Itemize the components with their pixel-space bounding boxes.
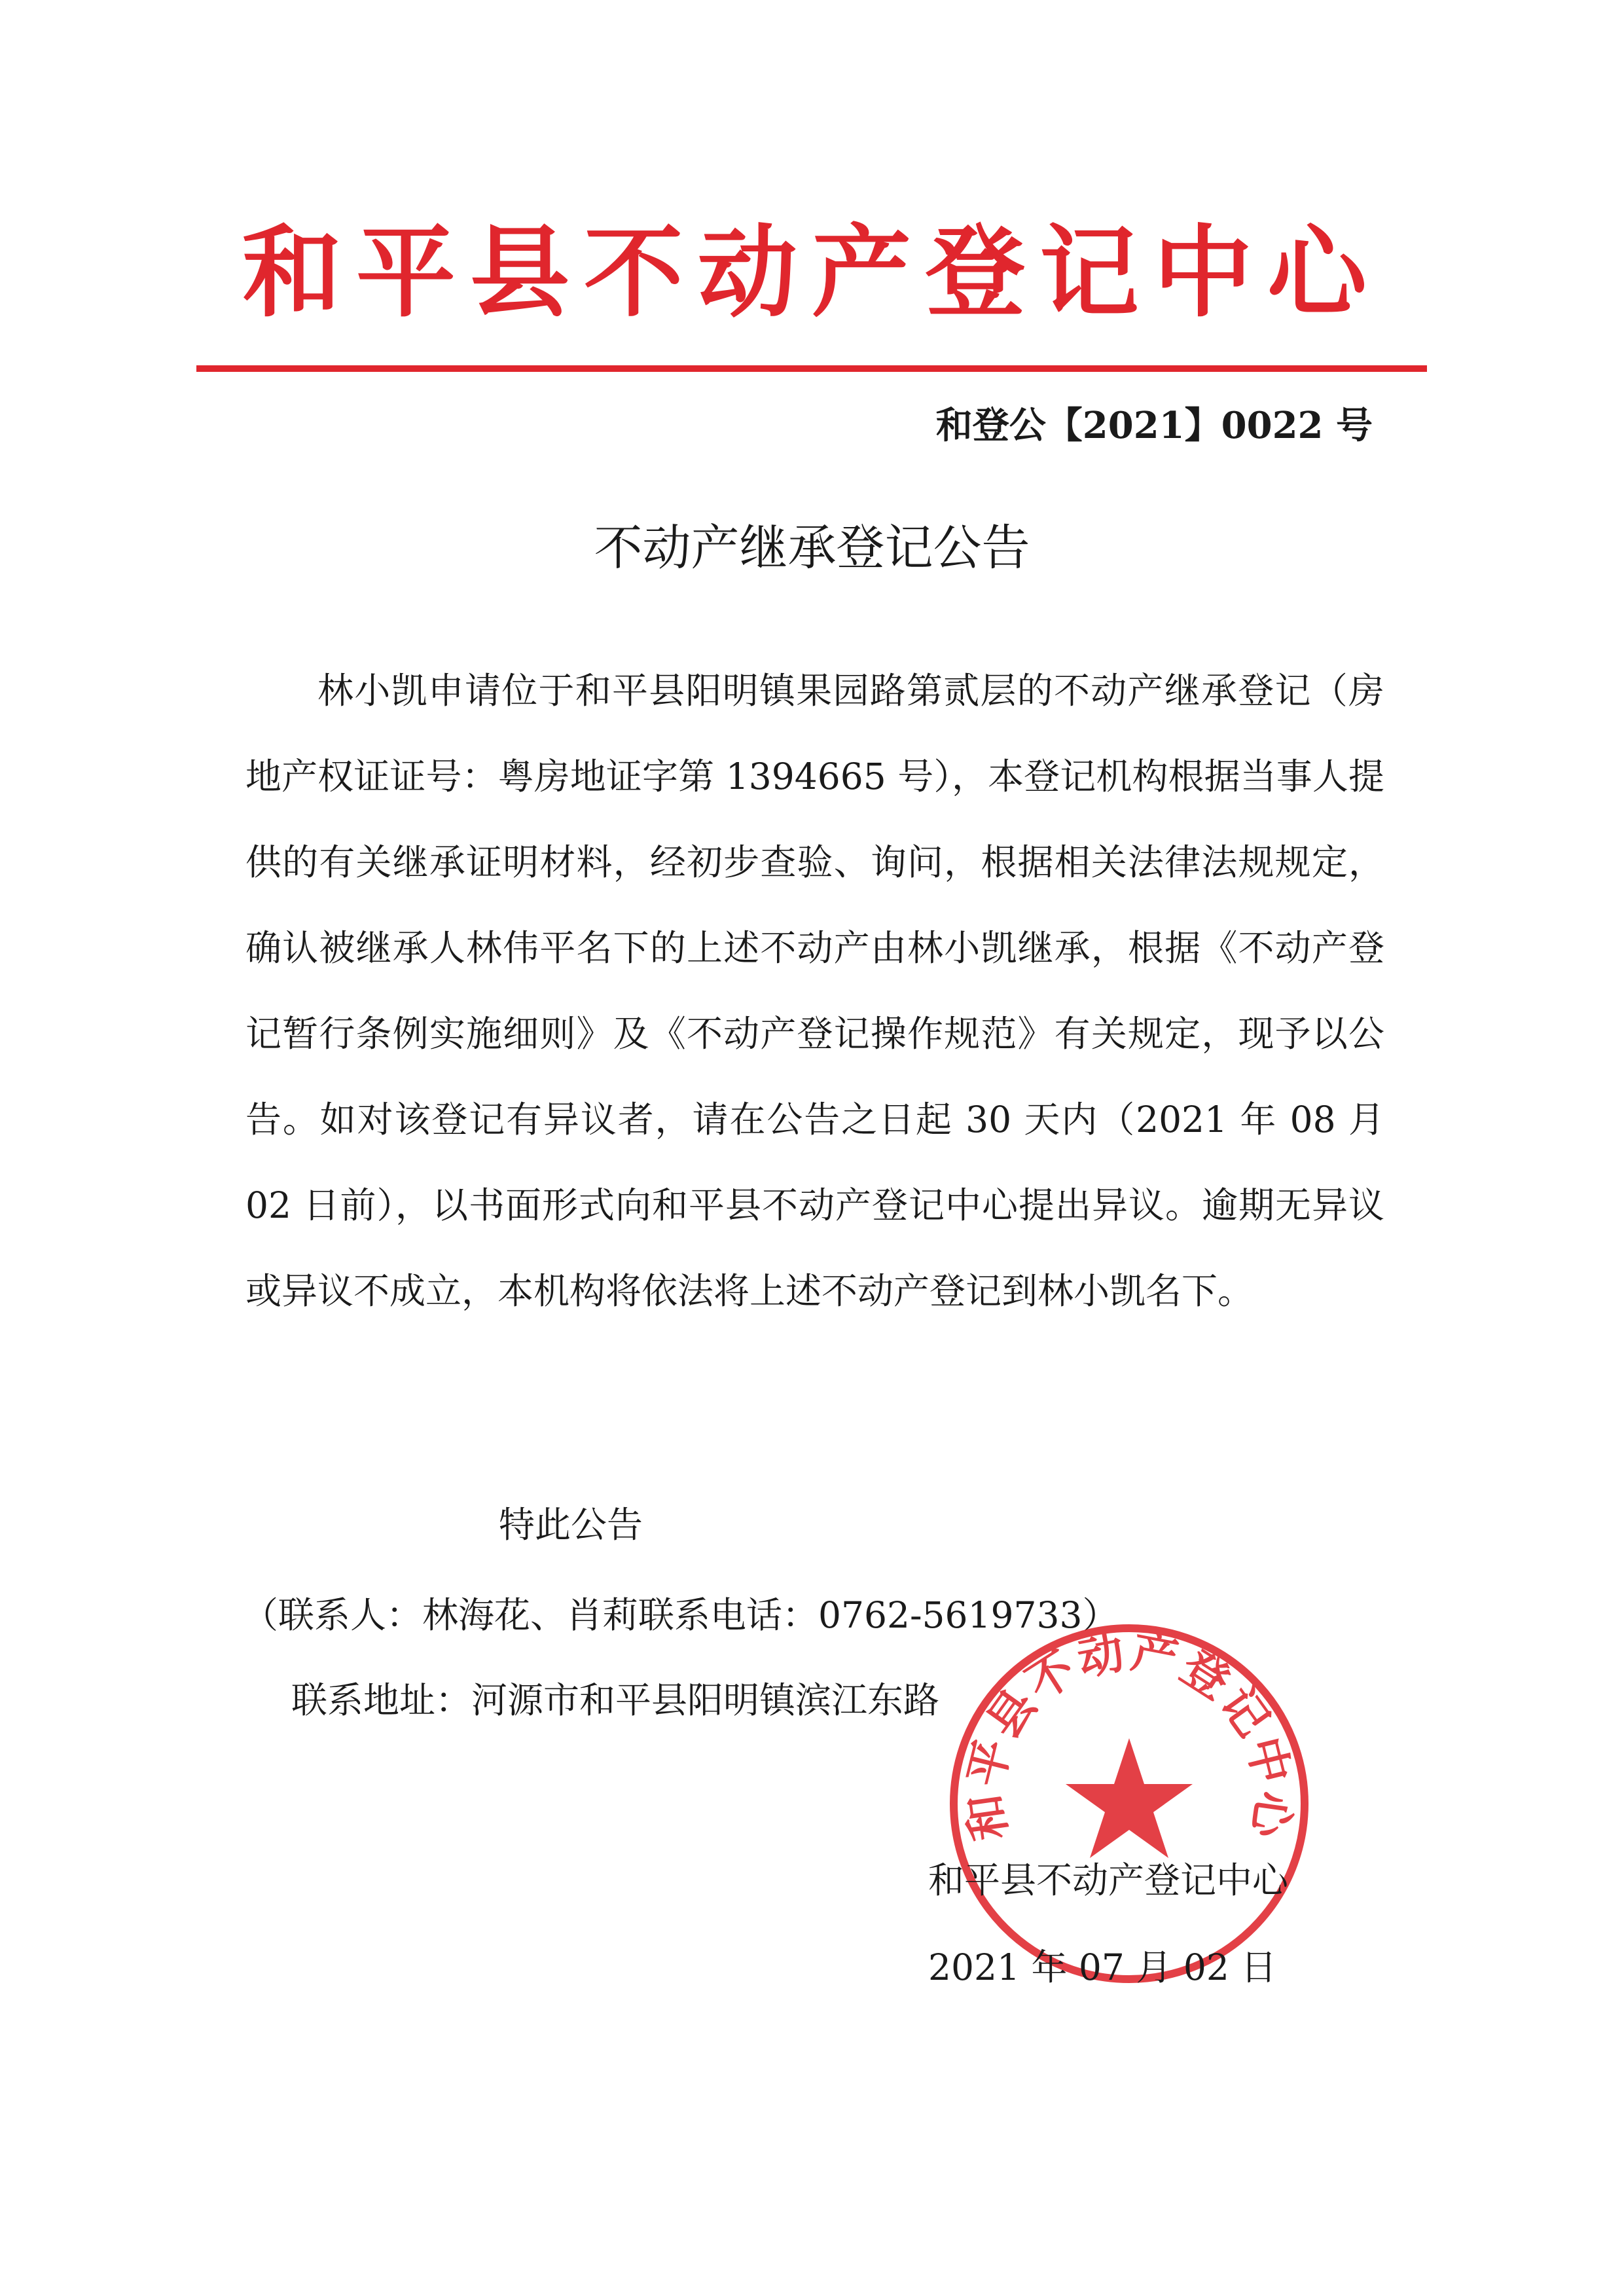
signature-date: 2021 年 07 月 02 日 — [928, 1946, 1277, 1988]
contact-person-line: （联系人：林海花、肖莉联系电话：0762-5619733） — [242, 1594, 1119, 1636]
letterhead-title: 和平县不动产登记中心 — [242, 213, 1381, 331]
document-title: 不动产继承登记公告 — [594, 520, 1030, 576]
seal-star-icon — [1066, 1738, 1193, 1858]
announcement-body: 林小凯申请位于和平县阳明镇果园路第贰层的不动产继承登记（房地产权证证号：粤房地证字第 1394665 号），本登记机构根据当事人提供的有关继承证明材料，经初步查验、询问，根据相关法律法规规定，确认被继承人林伟平名下的上述不动产由林小凯继承，根据《不动产登记暂行条例实施细则》及《不动产登记操作规范》有关规定，现予以公告。如对该登记有异议者，请在公告之日起 30 天内（2021 年 08 月 02 日前），以书面形式向和平县不动产登记中心提出异议。逾期无异议或异议不成立，本机构将依法将上述不动产登记到林小凯名下。 — [245, 670, 1384, 1312]
document-number: 和登公【2021】0022 号 — [935, 404, 1373, 447]
letterhead-divider — [196, 365, 1427, 372]
seal-text: 和平县不动产登记中心 — [956, 1624, 1302, 1844]
closing-phrase: 特此公告 — [499, 1504, 643, 1546]
official-seal — [946, 1620, 1312, 1987]
signature-organization: 和平县不动产登记中心 — [928, 1859, 1289, 1901]
contact-address-line: 联系地址：河源市和平县阳明镇滨江东路 — [291, 1679, 940, 1721]
